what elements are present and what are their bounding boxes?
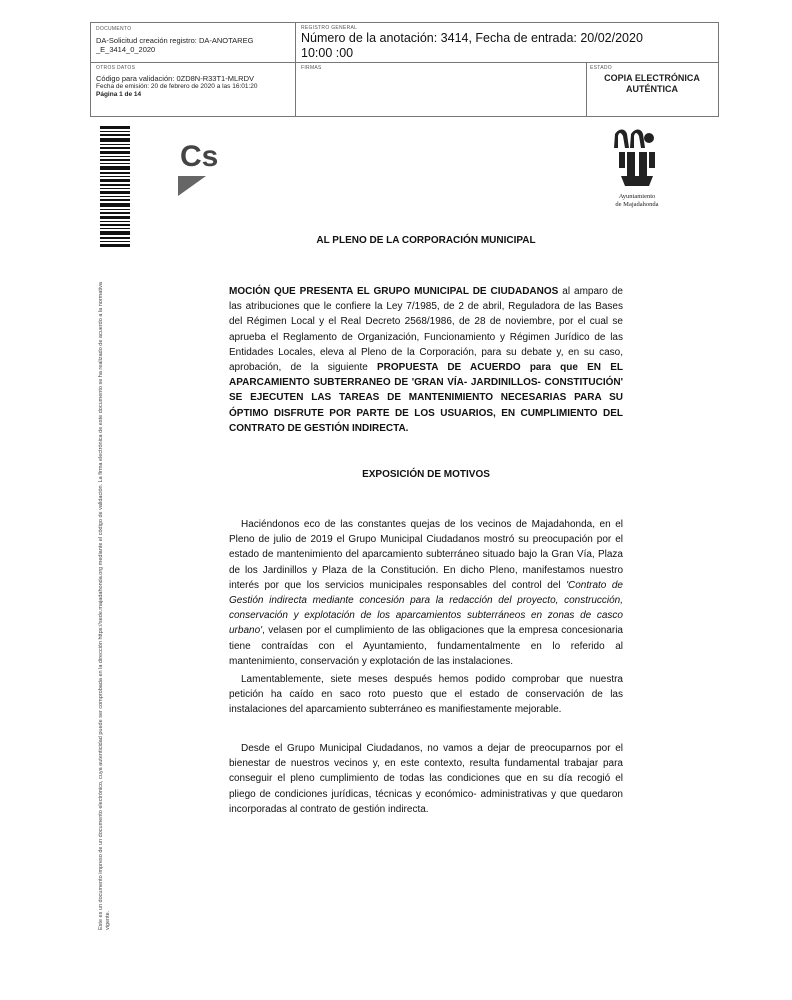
barcode	[100, 126, 130, 250]
header-divider-horizontal	[91, 62, 718, 63]
firmas-cell	[301, 65, 581, 71]
documento-cell	[96, 26, 292, 54]
estado-cell	[590, 65, 714, 95]
paragraph-2	[229, 517, 623, 669]
header-divider-vertical	[295, 23, 296, 116]
p2-text-b: , velasen por el cumplimiento de las obligaciones que la empresa concesionaria tiene contraídas con el Ayuntamiento, fundamentalmente en lo referido al mantenimiento, conservación y explotación de las instalaciones.	[229, 625, 623, 667]
p2-text-a: Haciéndonos eco de las constantes quejas de los vecinos de Majadahonda, en el Pleno de julio de 2019 el Grupo Municipal Ciudadanos mostró su preocupación por el estado de mantenimiento del aparcamiento subterráneo situado bajo la Gran Vía, Plaza de los Jardinillos y Plaza de la Constitución. En dicho Pleno, manifestamos nuestro interés por que los servicios municipales responsables del control del	[229, 519, 623, 591]
documento-label: DOCUMENTO	[96, 26, 132, 32]
paragraph-4: Desde el Grupo Municipal Ciudadanos, no vamos a dejar de preocuparnos por el bienestar de nuestros vecinos y, en este contexto, resulta fundamental trabajar para conseguir el pleno cumplimiento de todas las condiciones que en su día recogió el pliego de condiciones jurídicas, técnicas y económico- administrativas y que quedaron incorporadas al contrato de gestión indirecta.	[229, 743, 623, 815]
ayuntamiento-name-1: Ayuntamiento	[618, 193, 656, 200]
p1-bold-b: PROPUESTA DE ACUERDO para que EN EL APARCAMIENTO SUBTERRANEO DE 'GRAN VÍA- JARDINILLOS- CONSTITUCIÓN' SE EJECUTEN LAS TAREAS DE MANTENIMIENTO NECESARIAS PARA SU ÓPTIMO DISFRUTE POR PARTE DE LOS USUARIOS, EN CUMPLIMIENTO DEL CONTRATO DE GESTIÓN INDIRECTA.	[229, 362, 624, 434]
document-title: AL PLENO DE LA CORPORACIÓN MUNICIPAL	[316, 235, 536, 246]
section-title: EXPOSICIÓN DE MOTIVOS	[362, 469, 490, 480]
p2-italic: 'Contrato de Gestión indirecta mediante concesión para la redacción del proyecto, construcción, conservación y explotación de los aparcamientos subterráneos en zonas de casco urbano'	[229, 579, 623, 637]
registry-header	[90, 22, 719, 117]
ayuntamiento-logo	[604, 126, 670, 216]
validation-code: Código para validación: 0ZD8N-R33T1-MLRDV	[96, 74, 254, 83]
side-legal-text: Este es un documento impreso de un documento electrónico, cuya autenticidad puede ser comprobada en la dirección https://sede.majadahonda.org mediante el código de validación. La firma electrónica de este documento se ha realizado de acuerdo a la normativa vigente.	[98, 282, 111, 930]
cs-logo-text: Cs	[180, 140, 219, 173]
page-count: Página 1 de 14	[96, 91, 142, 98]
firmas-label: FIRMAS	[301, 65, 322, 71]
p1-bold-a: MOCIÓN QUE PRESENTA EL GRUPO MUNICIPAL DE CIUDADANOS	[229, 286, 559, 297]
paragraph-1	[229, 284, 623, 436]
creation-date: Fecha de emisión: 20 de febrero de 2020 a las 16:01:20	[96, 83, 258, 90]
p1-text-a: al amparo de las atribuciones que le confiere la Ley 7/1985, de 2 de abril, Reguladora de las Bases del Régimen Local y el Real Decreto 2568/1986, de 28 de noviembre, por el cual se aprueba el Reglamento de Organización, Funcionamiento y Régimen Jurídico de las Entidades Locales, eleva al Pleno de la Corporación, para su debate y, en su caso, aprobación, de la siguiente	[229, 286, 623, 374]
documento-value: DA-Solicitud creación registro: DA-ANOTAREG _E_3414_0_2020	[96, 36, 254, 54]
otros-datos-cell	[96, 65, 292, 99]
registro-value: Número de la anotación: 3414, Fecha de entrada: 20/02/2020 10:00 :00	[301, 31, 643, 60]
cs-logo-triangle	[178, 176, 206, 196]
header-divider-vertical-2	[586, 62, 587, 116]
otros-label: OTROS DATOS	[96, 65, 136, 71]
ayuntamiento-name-2: de Majadahonda	[615, 200, 659, 208]
registro-label: REGISTRO GENERAL	[301, 25, 358, 31]
cs-logo	[178, 138, 236, 196]
estado-label: ESTADO	[590, 65, 612, 71]
ayuntamiento-emblem-icon	[609, 126, 665, 188]
paragraph-3: Lamentablemente, siete meses después hemos podido comprobar que nuestra petición ha caído en saco roto puesto que el estado de conservación de las instalaciones del aparcamiento subterráneo es manifiestamente mejorable.	[229, 674, 623, 716]
registro-cell	[301, 25, 711, 61]
estado-value: COPIA ELECTRÓNICA AUTÉNTICA	[604, 73, 700, 94]
